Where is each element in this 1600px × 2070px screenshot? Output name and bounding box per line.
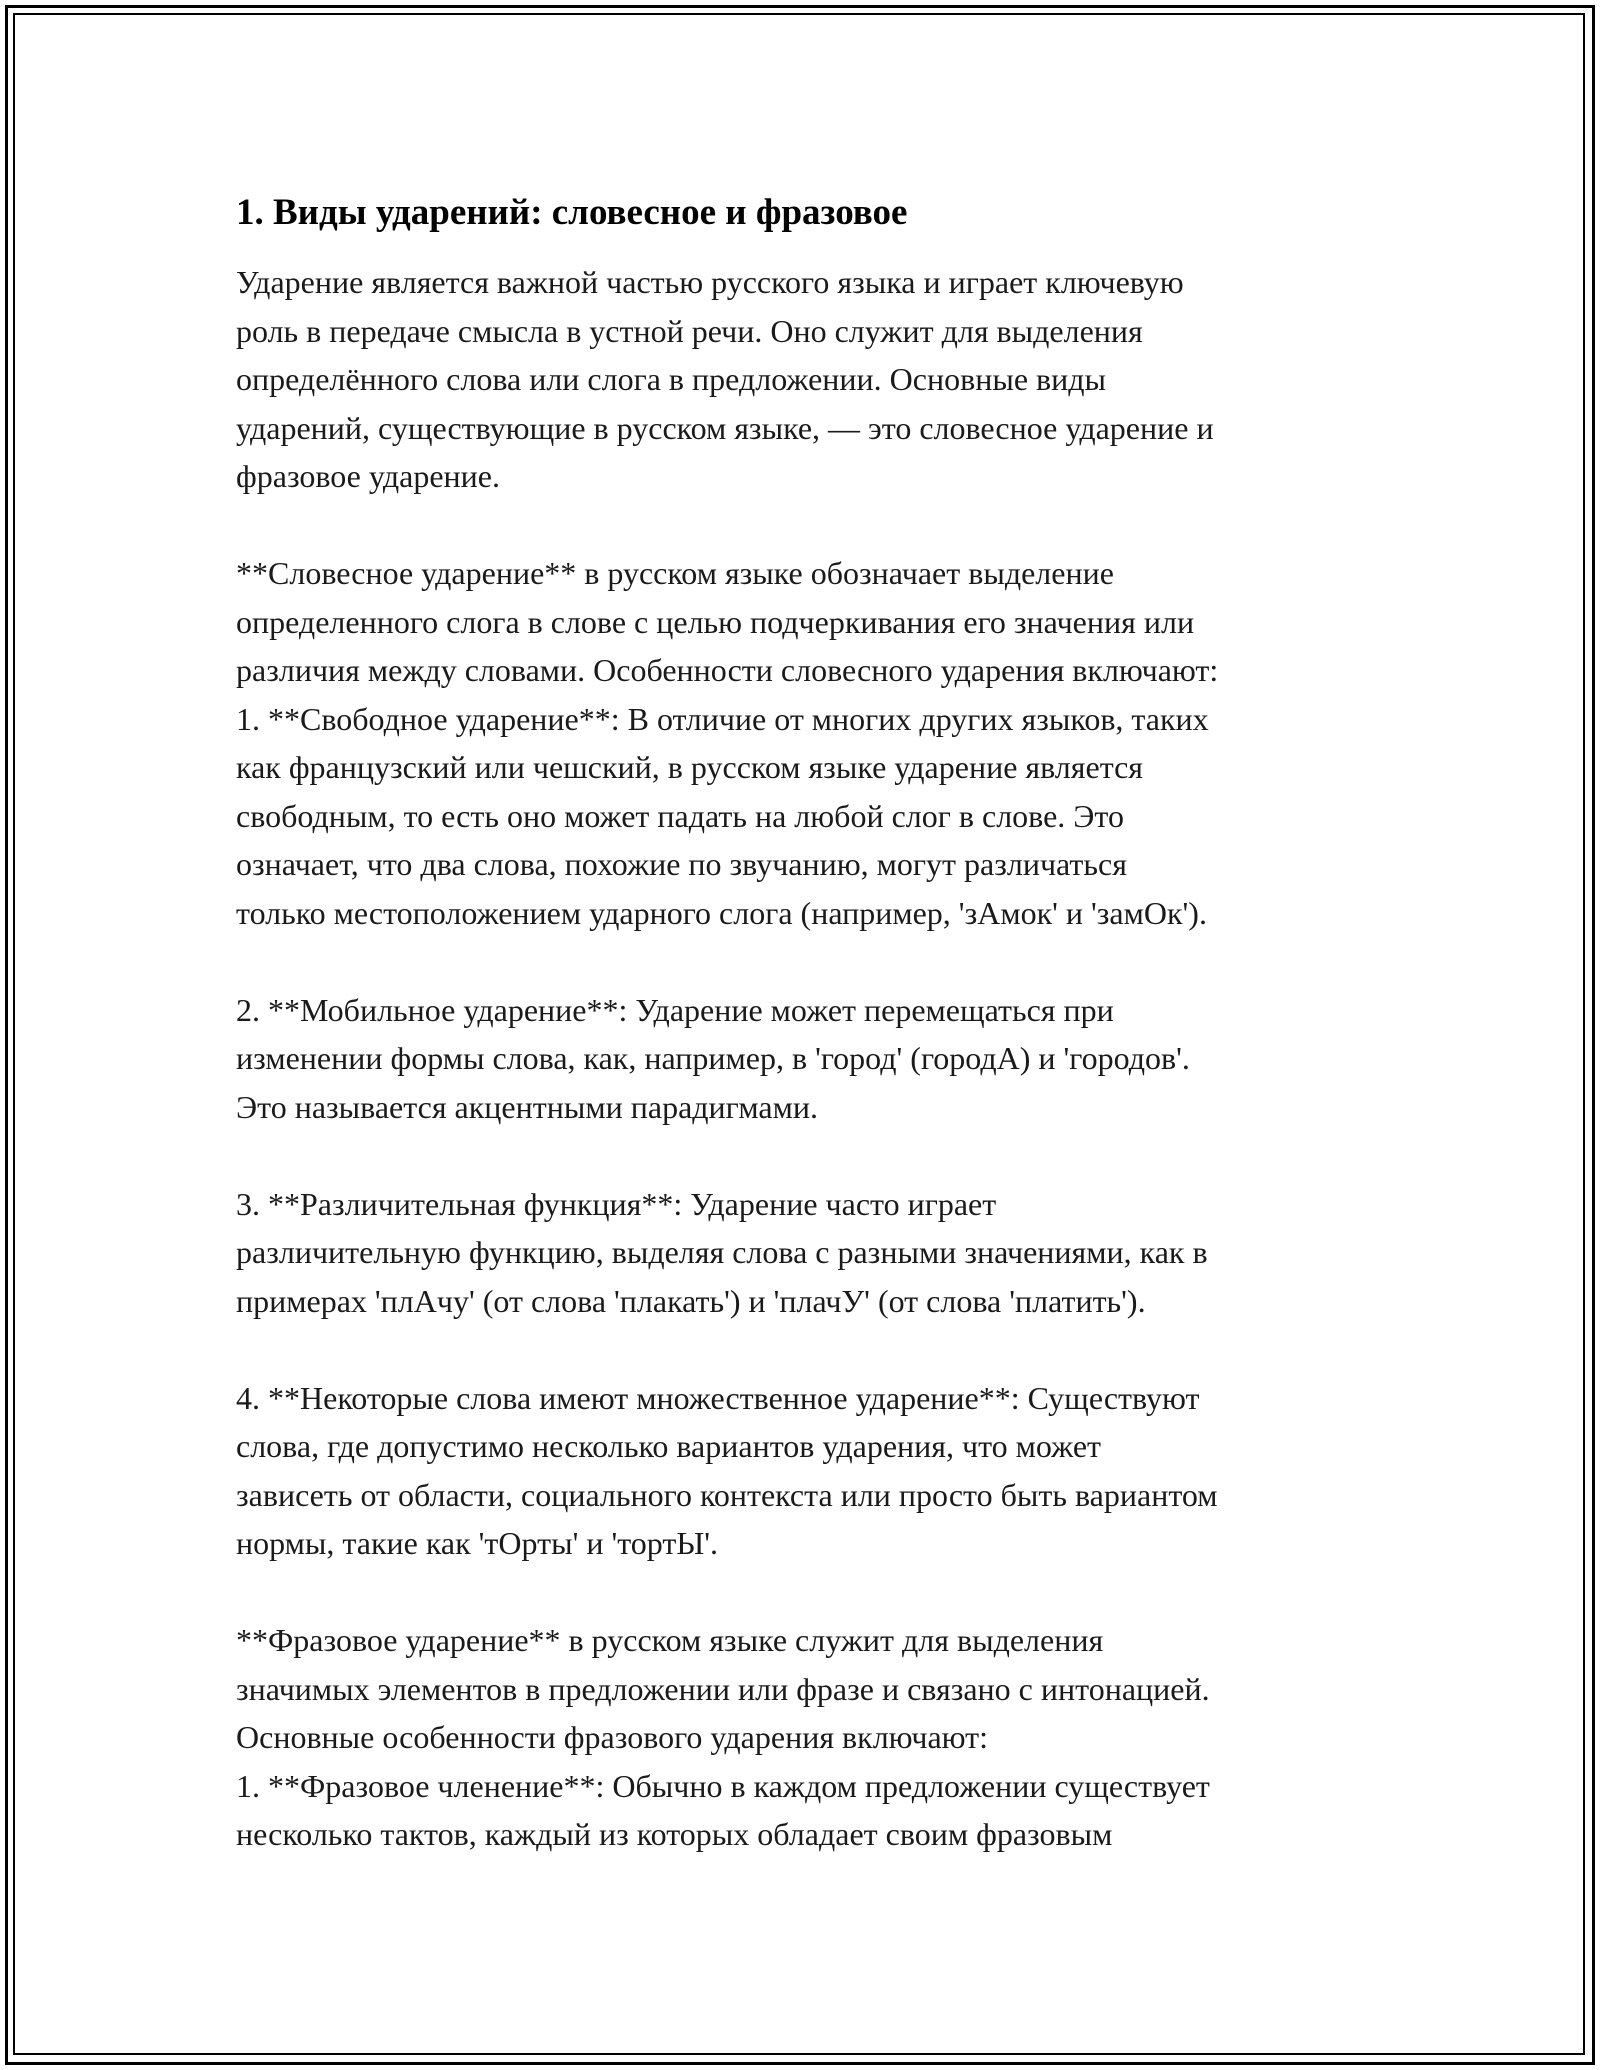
text-line: фразовое ударение. [236, 458, 500, 494]
text-line: 2. **Мобильное ударение**: Ударение может перемещаться при [236, 991, 1114, 1028]
text-line: Ударение является важной частью русского языка и играет ключевую [236, 264, 1184, 300]
text-line: нормы, такие как 'тОрты' и 'тортЫ'. [236, 1525, 719, 1561]
text-line: только местоположением ударного слога (например, 'зАмок' и 'замОк'). [236, 894, 1207, 931]
text-line: 1. **Фразовое членение**: Обычно в каждом предложении существует [236, 1767, 1210, 1804]
blank-line [236, 501, 1386, 550]
text-line: зависеть от области, социального контекста или просто быть вариантом [236, 1476, 1218, 1513]
text-line: 3. **Различительная функция**: Ударение часто играет [236, 1185, 997, 1222]
text-line: несколько тактов, каждый из которых обладает своим фразовым [236, 1816, 1113, 1852]
text-line: **Словесное ударение** в русском языке обозначает выделение [236, 555, 1114, 591]
text-line: 1. **Свободное ударение**: В отличие от многих других языков, таких [236, 700, 1209, 737]
text-line: означает, что два слова, похожие по звучанию, могут различаться [236, 846, 1127, 882]
text-line: 4. **Некоторые слова имеют множественное ударение**: Существуют [236, 1379, 1200, 1416]
text-line: роль в передаче смысла в устной речи. Оно служит для выделения [236, 312, 1143, 349]
blank-line [236, 1131, 1386, 1180]
text-line: примерах 'плАчу' (от слова 'плакать') и 'плачУ' (от слова 'платить'). [236, 1282, 1146, 1319]
text-line: различительную функцию, выделяя слова с разными значениями, как в [236, 1234, 1208, 1270]
document-body [236, 258, 1386, 1859]
text-line: **Фразовое ударение** в русском языке служит для выделения [236, 1622, 1104, 1658]
document-title: 1. Виды ударений: словесное и фразовое [236, 192, 908, 233]
text-line: как французский или чешский, в русском языке ударение является [236, 749, 1143, 785]
text-line: ударений, существующие в русском языке, — это словесное ударение и [236, 409, 1214, 446]
text-line: Это называется акцентными парадигмами. [236, 1088, 818, 1125]
blank-line [236, 937, 1386, 986]
text-line: Основные особенности фразового ударения включают: [236, 1719, 989, 1755]
blank-line [236, 1568, 1386, 1617]
text-line: свободным, то есть оно может падать на любой слог в слове. Это [236, 797, 1124, 834]
text-line: значимых элементов в предложении или фразе и связано с интонацией. [236, 1670, 1210, 1707]
text-line: определенного слога в слове с целью подчеркивания его значения или [236, 603, 1195, 640]
text-line: различия между словами. Особенности словесного ударения включают: [236, 652, 1219, 688]
blank-line [236, 1325, 1386, 1374]
text-line: изменении формы слова, как, например, в 'город' (городА) и 'городов'. [236, 1040, 1190, 1076]
text-line: определённого слова или слога в предложении. Основные виды [236, 361, 1107, 397]
document-content [236, 188, 1386, 1859]
text-line: слова, где допустимо несколько вариантов ударения, что может [236, 1428, 1101, 1464]
